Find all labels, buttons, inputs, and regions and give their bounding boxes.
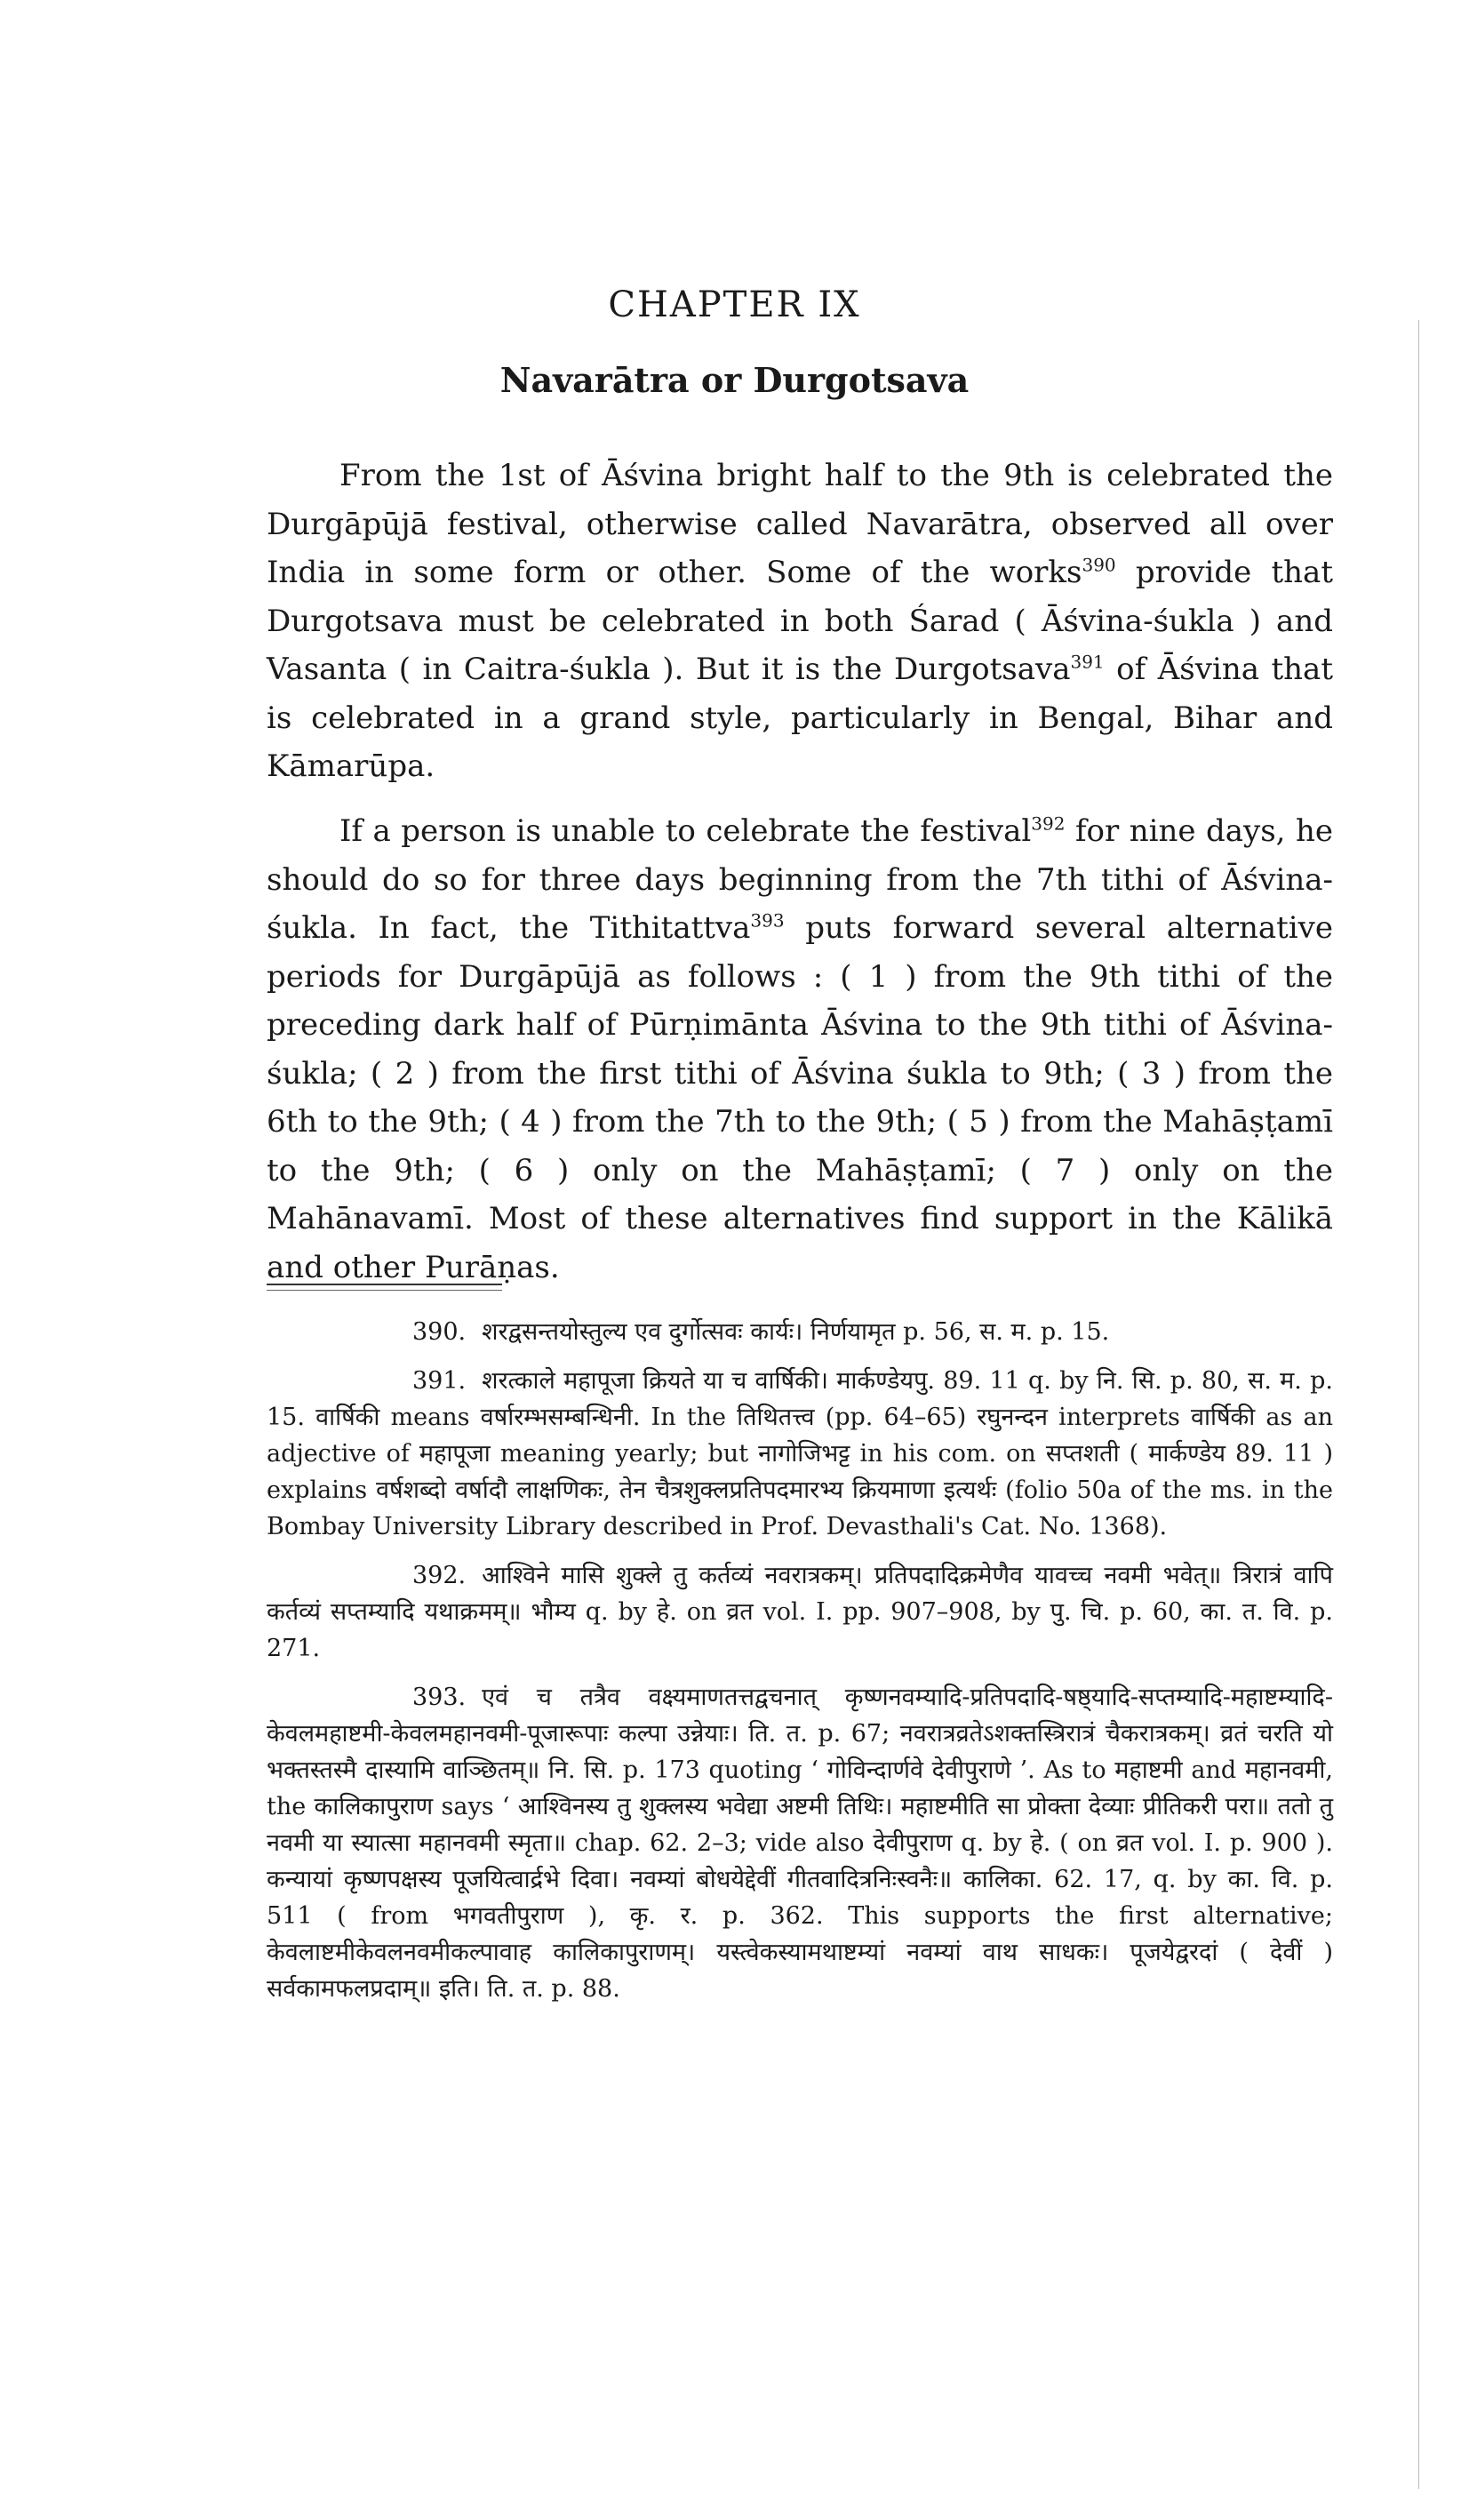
paragraph-text: From the 1st of Āśvina bright half to the 9th is celebrated the Durgāpūjā festival, otherwise called Navarātra, observed all over India in some form or other. Some of the works bbox=[267, 458, 1333, 590]
paragraph-text: provide that Durgotsava must be celebrated in both Śarad ( Āśvina-śukla ) and Vasanta ( in Caitra-śukla ). But it is the Durgotsava bbox=[267, 555, 1333, 687]
footnote-separator bbox=[267, 1290, 502, 1291]
footnote-text: आश्विने मासि शुक्ले तु कर्तव्यं नवरात्रकम्। प्रतिपदादिक्रमेणैव यावच्च नवमी भवेत्॥ त्रिरात्रं वापि कर्तव्यं सप्तम्यादि यथाक्रमम्॥ भौम्य q. by हे. on व्रत vol. I. pp. 907–908, by पु. चि. p. 60, का. त. वि. p. 271. bbox=[267, 1562, 1333, 1662]
footnote-number: 392. bbox=[412, 1562, 467, 1589]
footnote-text: शरत्काले महापूजा क्रियते या च वार्षिकी। मार्कण्डेयपु. 89. 11 q. by नि. सि. p. 80, स. म. p. 15. वार्षिकी means वर्षारम्भसम्बन्धिनी. In the तिथितत्त्व (pp. 64–65) रघुनन्दन interprets वार्षिकी as an adjective of महापूजा meaning yearly; but नागोजिभट्ट in his com. on सप्तशती ( मार्कण्डेय 89. 11 ) explains वर्षशब्दो वर्षादौ लाक्षणिकः, तेन चैत्रशुक्लप्रतिपदमारभ्य क्रियमाणा इत्यर्थः (folio 50a of the ms. in the Bombay University Library described in Prof. Devasthali's Cat. No. 1368). bbox=[267, 1367, 1333, 1540]
paragraph-text: If a person is unable to celebrate the festival bbox=[339, 813, 1032, 849]
footnote-number: 391. bbox=[412, 1367, 467, 1395]
footnote-ref: 393 bbox=[750, 909, 785, 932]
page-edge-line bbox=[1418, 320, 1419, 2489]
paragraph-text: for nine days, he should do so for three days beginning from the 7th tithi of Āśvina-śukla. In fact, the Tithitattva bbox=[267, 813, 1333, 946]
footnote-number: 390. bbox=[412, 1318, 467, 1346]
paragraph-1 bbox=[267, 452, 1333, 791]
footnote-391 bbox=[267, 1363, 1333, 1545]
footnote-393 bbox=[267, 1679, 1333, 2007]
chapter-heading: CHAPTER IX bbox=[608, 284, 861, 325]
paragraph-2 bbox=[267, 807, 1333, 1292]
footnote-390 bbox=[267, 1314, 1333, 1350]
paragraph-text: puts forward several alternative periods for Durgāpūjā as follows : ( 1 ) from the 9th tithi of the preceding dark half of Pūrṇimānta Āśvina to the 9th tithi of Āśvina-śukla; ( 2 ) from the first tithi of Āśvina śukla to 9th; ( 3 ) from the 6th to the 9th; ( 4 ) from the 7th to the 9th; ( 5 ) from the Mahāṣṭamī to the 9th; ( 6 ) only on the Mahāṣṭamī; ( 7 ) only on the Mahānavamī. Most of these alternatives find support in the Kālikā and other Purāṇas. bbox=[267, 910, 1334, 1285]
footnote-ref: 390 bbox=[1082, 554, 1116, 576]
footnotes bbox=[267, 1314, 1333, 2020]
footnote-text: शरद्वसन्तयोस्तुल्य एव दुर्गोत्सवः कार्यः। निर्णयामृत p. 56, स. म. p. 15. bbox=[482, 1318, 1110, 1346]
paragraph-text: of Āśvina that is celebrated in a grand style, particularly in Bengal, Bihar and Kāmarūpa. bbox=[267, 652, 1333, 784]
footnote-392 bbox=[267, 1557, 1333, 1667]
chapter-title: Navarātra or Durgotsava bbox=[499, 360, 970, 400]
footnote-ref: 392 bbox=[1031, 812, 1066, 835]
footnote-number: 393. bbox=[412, 1684, 467, 1711]
footnote-text: एवं च तत्रैव वक्ष्यमाणतत्तद्वचनात् कृष्णनवम्यादि-प्रतिपदादि-षष्ठ्यादि-सप्तम्यादि-महाष्टम्यादि-केवलमहाष्टमी-केवलमहानवमी-पूजारूपाः कल्पा उन्नेयाः। ति. त. p. 67; नवरात्रव्रतेऽशक्तस्त्रिरात्रं चैकरात्रकम्। व्रतं चरति यो भक्तस्तस्मै दास्यामि वाञ्छितम्॥ नि. सि. p. 173 quoting ‘ गोविन्दार्णवे देवीपुराणे ’. As to महाष्टमी and महानवमी, the कालिकापुराण says ‘ आश्विनस्य तु शुक्लस्य भवेद्या अष्टमी तिथिः। महाष्टमीति सा प्रोक्ता देव्याः प्रीतिकरी परा॥ ततो तु नवमी या स्यात्सा महानवमी स्मृता॥ chap. 62. 2–3; vide also देवीपुराण q. by हे. ( on व्रत vol. I. p. 900 ). कन्यायां कृष्णपक्षस्य पूजयित्वार्द्रभे दिवा। नवम्यां बोधयेद्देवीं गीतवादित्रनिःस्वनैः॥ कालिका. 62. 17, q. by का. वि. p. 511 ( from भगवतीपुराण ), कृ. र. p. 362. This supports the first alternative; केवलाष्टमीकेवलनवमीकल्पावाह कालिकापुराणम्। यस्त्वेकस्यामथाष्टम्यां नवम्यां वाथ साधकः। पूजयेद्वरदां ( देवीं ) सर्वकामफलप्रदाम्॥ इति। ति. त. p. 88. bbox=[267, 1684, 1333, 2003]
footnote-ref: 391 bbox=[1070, 651, 1105, 673]
footnote-separator bbox=[267, 1284, 502, 1285]
